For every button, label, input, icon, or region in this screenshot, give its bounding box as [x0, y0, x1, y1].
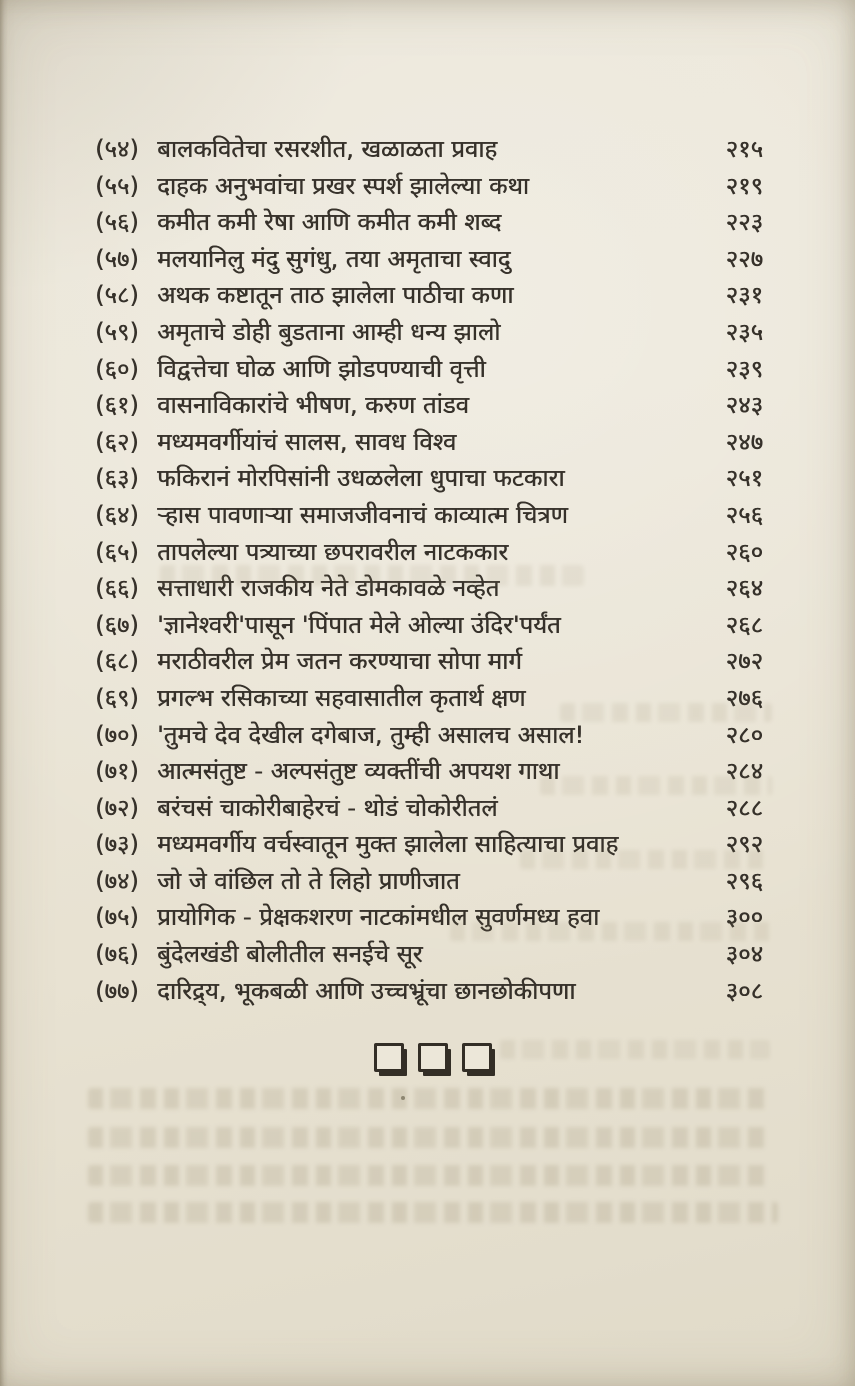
toc-row — [95, 204, 763, 241]
toc-item-page: २७२ — [725, 647, 763, 676]
toc-item-title: मध्यमवर्गीयांचं सालस, सावध विश्व — [157, 427, 457, 456]
toc-item-title: बरंचसं चाकोरीबाहेरचं - थोडं चोकोरीतलं — [157, 793, 498, 822]
toc-row — [95, 680, 763, 717]
toc-row — [95, 607, 763, 644]
end-ornament — [374, 1043, 492, 1072]
toc-row — [95, 534, 763, 571]
bleedthrough-text — [500, 1040, 770, 1059]
toc-item-title: मलयानिलु मंदु सुगंधु, तया अमृताचा स्वादु — [157, 244, 511, 273]
toc-item-number: (७७) — [95, 976, 139, 1005]
toc-row — [95, 241, 763, 278]
toc-item-number: (६५) — [95, 537, 139, 566]
toc-item-number: (६२) — [95, 427, 139, 456]
toc-item-number: (७२) — [95, 793, 139, 822]
toc-row — [95, 717, 763, 754]
toc-item-page: २४३ — [725, 391, 763, 420]
toc-item-page: २९६ — [725, 866, 763, 895]
toc-item-title: अथक कष्टातून ताठ झालेला पाठीचा कणा — [157, 281, 514, 310]
toc-item-title: 'तुमचे देव देखील दगेबाज, तुम्ही असालच असाल! — [157, 720, 585, 749]
toc-item-title: मराठीवरील प्रेम जतन करण्याचा सोपा मार्ग — [157, 647, 522, 676]
toc-item-page: २३५ — [725, 317, 763, 346]
toc-item-page: २८४ — [725, 757, 763, 786]
toc-row — [95, 387, 763, 424]
toc-row — [95, 936, 763, 973]
toc-item-title: दारिद्र्य, भूकबळी आणि उच्चभ्रूंचा छानछोकीपणा — [157, 976, 576, 1005]
toc-row — [95, 899, 763, 936]
toc-item-page: २५६ — [725, 500, 763, 529]
toc-item-number: (६३) — [95, 464, 139, 493]
toc-row — [95, 460, 763, 497]
bleedthrough-text — [88, 1127, 772, 1148]
toc-item-page: २७६ — [725, 683, 763, 712]
toc-item-number: (६९) — [95, 683, 139, 712]
toc-item-page: २८० — [725, 720, 763, 749]
toc-item-number: (७१) — [95, 757, 139, 786]
toc-item-number: (७५) — [95, 903, 139, 932]
toc-item-title: जो जे वांछिल तो ते लिहो प्राणीजात — [157, 866, 460, 895]
toc-row — [95, 570, 763, 607]
toc-item-page: २२७ — [725, 244, 763, 273]
toc-row — [95, 131, 763, 168]
toc-item-number: (५४) — [95, 135, 139, 163]
toc-row — [95, 826, 763, 863]
toc-row — [95, 314, 763, 351]
toc-item-page: २३१ — [725, 281, 763, 310]
toc-item-page: ३०८ — [725, 976, 763, 1005]
toc-item-page: ३०० — [725, 903, 763, 932]
toc-row — [95, 863, 763, 900]
toc-item-number: (६०) — [95, 354, 139, 383]
toc-row — [95, 973, 763, 1010]
toc-item-page: २८८ — [725, 793, 763, 822]
toc-item-page: २३९ — [725, 354, 763, 383]
toc-item-page: २९२ — [725, 830, 763, 859]
toc-item-number: (६१) — [95, 391, 139, 420]
shadowed-square-icon — [462, 1043, 492, 1072]
toc-item-title: मध्यमवर्गीय वर्चस्वातून मुक्त झालेला साहित्याचा प्रवाह — [157, 830, 619, 859]
toc-item-title: तापलेल्या पत्र्याच्या छपरावरील नाटककार — [157, 537, 509, 566]
toc-item-number: (५८) — [95, 281, 139, 310]
bleedthrough-text — [88, 1202, 778, 1223]
toc-row — [95, 497, 763, 534]
toc-item-page: २६० — [725, 537, 763, 566]
toc-item-title: ऱ्हास पावणाऱ्या समाजजीवनाचं काव्यात्म चित्रण — [157, 500, 568, 529]
toc-item-title: प्रगल्भ रसिकाच्या सहवासातील कृतार्थ क्षण — [157, 683, 526, 712]
toc-item-number: (६६) — [95, 574, 139, 603]
toc-row — [95, 277, 763, 314]
shadowed-square-icon — [418, 1043, 448, 1072]
toc-item-title: बुंदेलखंडी बोलीतील सनईचे सूर — [157, 940, 423, 969]
toc-item-title: फकिरानं मोरपिसांनी उधळलेला धुपाचा फटकारा — [157, 464, 565, 493]
toc-item-number: (६४) — [95, 500, 139, 529]
toc-item-title: कमीत कमी रेषा आणि कमीत कमी शब्द — [157, 208, 502, 237]
toc-item-title: वासनाविकारांचे भीषण, करुण तांडव — [157, 391, 469, 420]
toc-item-title: 'ज्ञानेश्वरी'पासून 'पिंपात मेले ओल्या उंदिर'पर्यंत — [157, 610, 561, 639]
toc-row — [95, 790, 763, 827]
toc-item-number: (७३) — [95, 830, 139, 859]
toc-item-page: २१५ — [725, 135, 763, 163]
toc-item-title: दाहक अनुभवांचा प्रखर स्पर्श झालेल्या कथा — [157, 171, 529, 200]
toc-row — [95, 753, 763, 790]
toc-item-number: (५६) — [95, 208, 139, 237]
toc-item-number: (६७) — [95, 610, 139, 639]
toc-item-number: (७०) — [95, 720, 139, 749]
toc-item-page: २१९ — [725, 171, 763, 200]
toc-item-title: सत्ताधारी राजकीय नेते डोमकावळे नव्हेत — [157, 574, 500, 603]
bleedthrough-text — [88, 1088, 772, 1109]
toc-item-number: (५९) — [95, 317, 139, 346]
toc-item-number: (५५) — [95, 171, 139, 200]
toc-row — [95, 424, 763, 461]
toc-item-page: २६४ — [725, 574, 763, 603]
toc-row — [95, 351, 763, 388]
toc-item-number: (७४) — [95, 866, 139, 895]
toc-item-page: २२३ — [725, 208, 763, 237]
toc-item-title: विद्वत्तेचा घोळ आणि झोडपण्याची वृत्ती — [157, 354, 486, 383]
shadowed-square-icon — [374, 1043, 404, 1072]
toc-row — [95, 643, 763, 680]
ink-speck — [401, 1096, 405, 1100]
toc-item-number: (५७) — [95, 244, 139, 273]
page-edge-shadow — [0, 0, 8, 1386]
bleedthrough-text — [88, 1165, 772, 1186]
toc-item-page: २६८ — [725, 610, 763, 639]
toc-item-page: २५१ — [725, 464, 763, 493]
toc-list — [95, 131, 763, 1009]
toc-row — [95, 168, 763, 205]
toc-item-number: (७६) — [95, 940, 139, 969]
toc-item-page: २४७ — [725, 427, 763, 456]
toc-item-title: बालकवितेचा रसरशीत, खळाळता प्रवाह — [157, 135, 498, 163]
toc-item-title: आत्मसंतुष्ट - अल्पसंतुष्ट व्यक्तींची अपयश गाथा — [157, 757, 560, 786]
toc-item-page: ३०४ — [725, 940, 763, 969]
toc-item-title: प्रायोगिक - प्रेक्षकशरण नाटकांमधील सुवर्णमध्य हवा — [157, 903, 600, 932]
toc-item-number: (६८) — [95, 647, 139, 676]
toc-item-title: अमृताचे डोही बुडताना आम्ही धन्य झालो — [157, 317, 501, 346]
